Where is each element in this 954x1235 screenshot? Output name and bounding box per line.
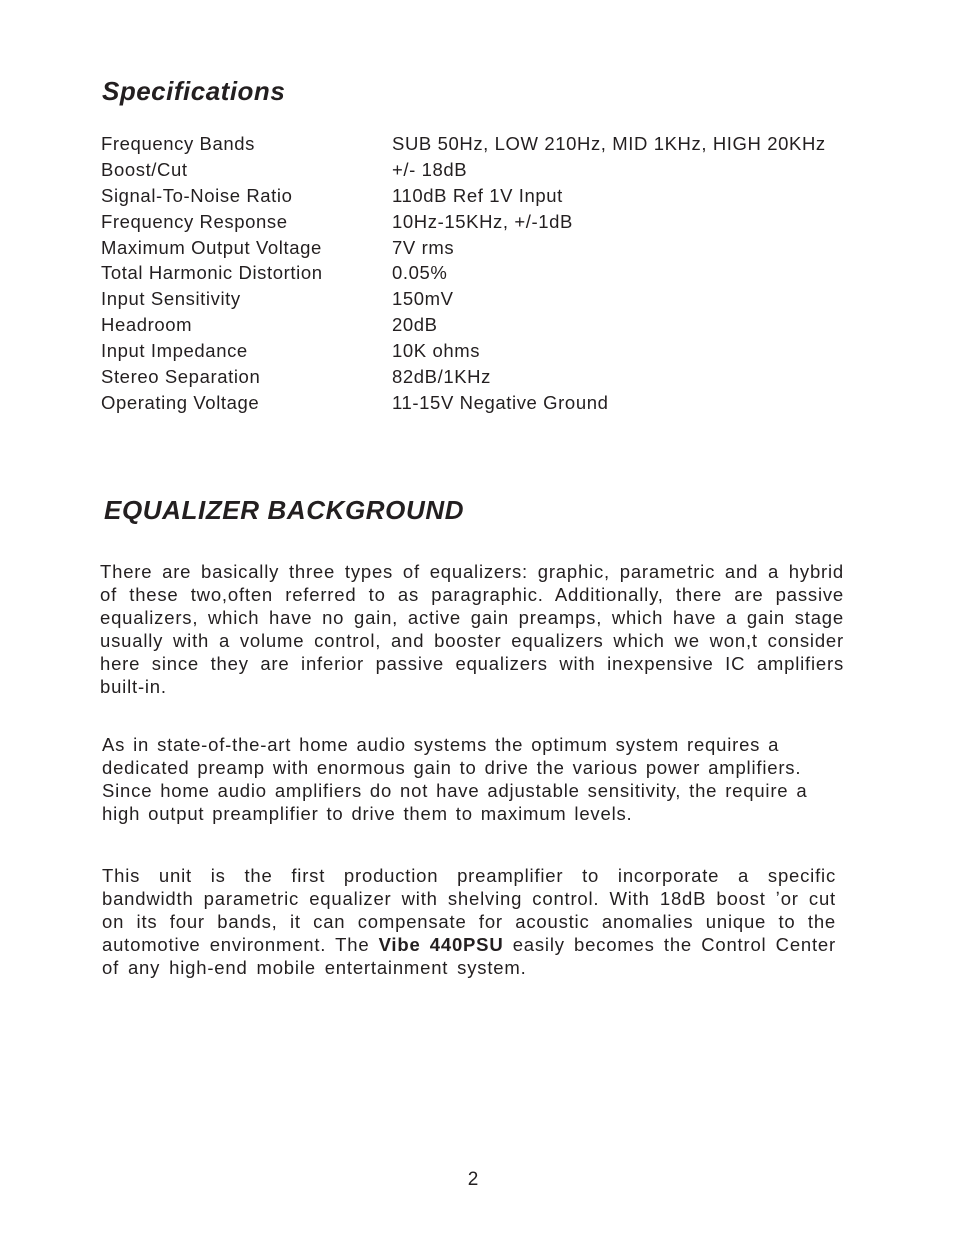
page-number: 2 <box>467 1169 479 1190</box>
spec-label: Headroom <box>101 314 193 336</box>
spec-value: 20dB <box>392 314 438 336</box>
paragraph-text: easily becomes the Control Center of any high-end mobile entertainment system. <box>102 934 836 978</box>
spec-label: Signal-To-Noise Ratio <box>101 184 293 206</box>
spec-row <box>101 312 861 338</box>
spec-row <box>101 131 861 157</box>
paragraph-line: Since home audio amplifiers do not have adjustable sensitivity, the require a <box>102 780 808 801</box>
spec-label: Input Impedance <box>101 340 248 362</box>
spec-value: 150mV <box>392 288 454 310</box>
product-paragraph <box>102 864 836 979</box>
paragraph-line: dedicated preamp with enormous gain to drive the various power amplifiers. <box>102 757 802 778</box>
spec-value: 0.05% <box>392 262 448 284</box>
spec-row <box>101 364 861 390</box>
spec-row <box>101 260 861 286</box>
spec-label: Total Harmonic Distortion <box>101 262 323 284</box>
spec-label: Operating Voltage <box>101 391 260 413</box>
paragraph-line: high output preamplifier to drive them to maximum levels. <box>102 803 633 824</box>
spec-row <box>101 157 861 183</box>
paragraph-line: As in state-of-the-art home audio systems the optimum system requires a <box>102 734 780 755</box>
spec-row <box>101 235 861 261</box>
spec-value: 10Hz-15KHz, +/-1dB <box>392 210 573 232</box>
spec-label: Boost/Cut <box>101 158 188 180</box>
spec-label: Maximum Output Voltage <box>101 236 322 258</box>
spec-value: +/- 18dB <box>392 158 468 180</box>
product-name: Vibe 440PSU <box>378 934 504 955</box>
spec-row <box>101 390 861 416</box>
equalizer-background-heading: EQUALIZER BACKGROUND <box>104 495 465 525</box>
paragraph-text: This unit is the first production preamplifier to incorporate a specific bandwidth parametric equalizer with shelving control. With 18dB boost ʼor cut on its four bands, it can compensate for acoustic anomalies unique to the automotive environment. The <box>102 865 836 955</box>
spec-row <box>101 338 861 364</box>
spec-value: 82dB/1KHz <box>392 366 491 388</box>
spec-row <box>101 286 861 312</box>
spec-label: Stereo Separation <box>101 366 261 388</box>
specifications-table <box>101 131 861 416</box>
spec-row <box>101 209 861 235</box>
spec-value: 11-15V Negative Ground <box>392 391 609 413</box>
specifications-heading: Specifications <box>102 76 286 106</box>
spec-value: 7V rms <box>392 236 455 258</box>
equalizer-types-paragraph: There are basically three types of equalizers: graphic, parametric and a hybrid of these two,often referred to as paragraphic. Additionally, there are passive equalizers, which have no gain, active gain preamps, which have a gain stage usually with a volume control, and booster equalizers which we won,t consider here since they are inferior passive equalizers with inexpensive IC amplifiers built-in. <box>100 561 844 697</box>
spec-value: SUB 50Hz, LOW 210Hz, MID 1KHz, HIGH 20KHz <box>392 133 826 154</box>
spec-value: 10K ohms <box>392 340 481 362</box>
spec-label: Frequency Bands <box>101 133 256 154</box>
spec-value: 110dB Ref 1V Input <box>392 184 563 206</box>
spec-row <box>101 183 861 209</box>
preamp-paragraph <box>102 733 842 825</box>
spec-label: Frequency Response <box>101 210 288 232</box>
spec-label: Input Sensitivity <box>101 288 241 310</box>
